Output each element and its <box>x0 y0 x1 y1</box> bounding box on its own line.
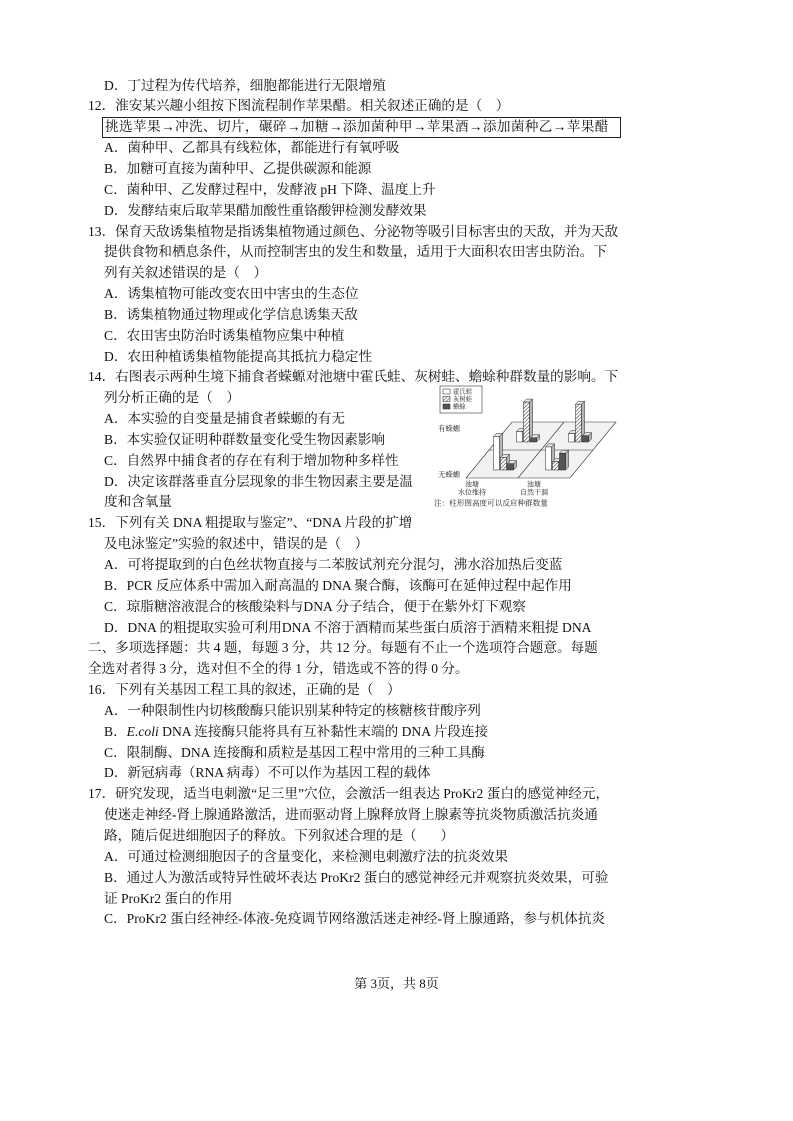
q17-option-a: A．可通过检测细胞因子的含量变化，来检测电刺激疗法的抗炎效果 <box>104 848 509 864</box>
q15-stem-line-1: 15．下列有关 DNA 粗提取与鉴定”、“DNA 片段的扩增 <box>88 515 413 531</box>
q15-option-a: A．可将提取到的白色丝状物直接与二苯胺试剂充分混匀，沸水浴加热后变蓝 <box>104 557 563 572</box>
col1-label-condition: 水位维持 <box>458 488 486 497</box>
bar-row2-col2-toad <box>560 450 569 470</box>
legend-swatch-toad <box>443 404 450 409</box>
bar-row1-col1-gray-tree-frog <box>524 399 533 442</box>
q13-option-d: D．农田种植诱集植物能提高其抵抗力稳定性 <box>104 348 373 364</box>
q12-flow-row <box>0 117 793 138</box>
q17-option-c: C．ProKr2 蛋白经神经-体液-免疫调节网络激活迷走神经-肾上腺通路，参与机体抗炎 <box>104 911 606 927</box>
q15-option-c: C．琼脂糖溶液混合的核酸染料与DNA 分子结合，便于在紫外灯下观察 <box>104 598 526 614</box>
q13-stem-line-2: 提供食物和栖息条件，从而控制害虫的发生和数量，适用于大面积农田害虫防治。下 <box>104 244 607 260</box>
section2-heading-line-1: 二、多项选择题：共 4 题，每题 3 分，共 12 分。每题有不止一个选项符合题意。每题 <box>88 640 598 656</box>
q16-stem: 16．下列有关基因工程工具的叙述，正确的是（ ） <box>88 682 401 698</box>
legend-swatch-huo-frog <box>443 389 450 394</box>
q16-option-b-text: DNA 连接酶只能将具有互补黏性末端的 DNA 片段连接 <box>158 723 489 739</box>
q14-figure <box>430 384 620 509</box>
q16-option-b-species: E.coli <box>126 723 159 739</box>
q12-option-c: C．菌种甲、乙发酵过程中，发酵液 pH 下降、温度上升 <box>104 181 436 197</box>
bar-row1-col2-toad <box>583 433 592 442</box>
q17-stem-line-1: 17．研究发现，适当电刺激“足三里”穴位，会激活一组表达 ProKr2 蛋白的感觉神经元， <box>88 786 610 802</box>
q16-option-d: D．新冠病毒（RNA 病毒）不可以作为基因工程的载体 <box>104 765 431 781</box>
legend-label-gray-tree-frog: 灰树蛙 <box>453 395 473 404</box>
page-footer: 第 3页，共 8页 <box>354 976 439 991</box>
page-text <box>0 76 793 931</box>
q13-stem-line-1: 13．保育天敌诱集植物是指诱集植物通过颜色、分泌物等吸引目标害虫的天敌，并为天敌 <box>88 223 619 239</box>
q13-option-a: A．诱集植物可能改变农田中害虫的生态位 <box>104 286 359 302</box>
figure-note: 注：柱形图高度可以反应种群数量 <box>434 498 548 508</box>
q17-option-b: B．通过人为激活或特异性破坏表达 ProKr2 蛋白的感觉神经元并观察抗炎效果，可验 <box>104 869 609 885</box>
q13-stem-line-3: 列有关叙述错误的是（ ） <box>104 265 268 281</box>
q17-option-b-continued: 证 ProKr2 蛋白的作用 <box>104 890 233 906</box>
row-label-with-salamander: 有蝾螈 <box>438 424 461 433</box>
q12-option-d: D．发酵结束后取苹果醋加酸性重铬酸钾检测发酵效果 <box>104 202 427 218</box>
col1-label-pond: 池塘 <box>465 480 479 489</box>
q14-option-d-continued: 度和含氧量 <box>104 494 172 510</box>
q14-option-d: D．决定该群落垂直分层现象的非生物因素主要是温 <box>104 473 413 489</box>
prev-question-option-d: D．丁过程为传代培养，细胞都能进行无限增殖 <box>104 77 386 93</box>
legend-swatch-gray-tree-frog <box>443 397 450 402</box>
legend-label-huo-frog: 霍氏蛙 <box>453 387 473 396</box>
q15-option-b: B．PCR 反应体系中需加入耐高温的 DNA 聚合酶，该酶可在延伸过程中起作用 <box>104 577 572 593</box>
q12-flow-box: 挑选苹果→冲洗、切片，碾碎→加糖→添加菌种甲→苹果酒→添加菌种乙→苹果醋 <box>102 117 621 138</box>
col2-label-condition: 自然干涸 <box>520 488 548 497</box>
q14-option-c: C．自然界中捕食者的存在有利于增加物种多样性 <box>104 452 399 468</box>
q13-option-c: C．农田害虫防治时诱集植物应集中种植 <box>104 327 345 343</box>
q14-option-a: A．本实验的自变量是捕食者蝾螈的有无 <box>104 411 345 427</box>
section2-heading-line-2: 全选对者得 3 分，选对但不全的得 1 分，错选或不答的得 0 分。 <box>88 661 469 677</box>
col2-label-pond: 池塘 <box>527 480 541 489</box>
bar-row2-col1-toad <box>508 461 517 470</box>
figure-legend <box>440 386 482 413</box>
q16-option-c: C．限制酶、DNA 连接酶和质粒是基因工程中常用的三种工具酶 <box>104 744 486 760</box>
q16-option-b-prefix: B． <box>104 723 127 739</box>
figure-floor-grid <box>466 422 616 478</box>
q13-option-b: B．诱集植物通过物理或化学信息诱集天敌 <box>104 306 358 322</box>
q17-stem-line-2: 使迷走神经-肾上腺通路激活，进而驱动肾上腺释放肾上腺素等抗炎物质激活抗炎通 <box>104 807 598 823</box>
legend-label-toad: 蟾蜍 <box>453 402 466 411</box>
row-label-without-salamander: 无蝾螈 <box>438 470 461 479</box>
q14-option-b: B．本实验仅证明种群数量变化受生物因素影响 <box>104 431 385 447</box>
q12-option-a: A．菌种甲、乙都具有线粒体，都能进行有氧呼吸 <box>104 140 400 156</box>
q16-option-a: A．一种限制性内切核酸酶只能识别某种特定的核糖核苷酸序列 <box>104 702 481 718</box>
q17-stem-line-3: 路，随后促进细胞因子的释放。下列叙述合理的是（ ） <box>104 827 455 843</box>
q12-stem: 12．淮安某兴趣小组按下图流程制作苹果醋。相关叙述正确的是（ ） <box>88 98 510 114</box>
q14-stem-line-1: 14．右图表示两种生境下捕食者蝾螈对池塘中霍氏蛙、灰树蛙、蟾蜍种群数量的影响。下 <box>88 369 619 385</box>
q14-stem-line-2: 列分析正确的是（ ） <box>104 390 240 406</box>
q15-stem-line-2: 及电泳鉴定”实验的叙述中，错误的是（ ） <box>104 536 369 552</box>
q12-option-b: B．加糖可直接为菌种甲、乙提供碳源和能源 <box>104 160 372 176</box>
q15-option-d: D．DNA 的粗提取实验可利用DNA 不溶于酒精而某些蛋白质溶于酒精来粗提 DNA <box>104 619 592 635</box>
q16-option-b <box>0 722 793 743</box>
